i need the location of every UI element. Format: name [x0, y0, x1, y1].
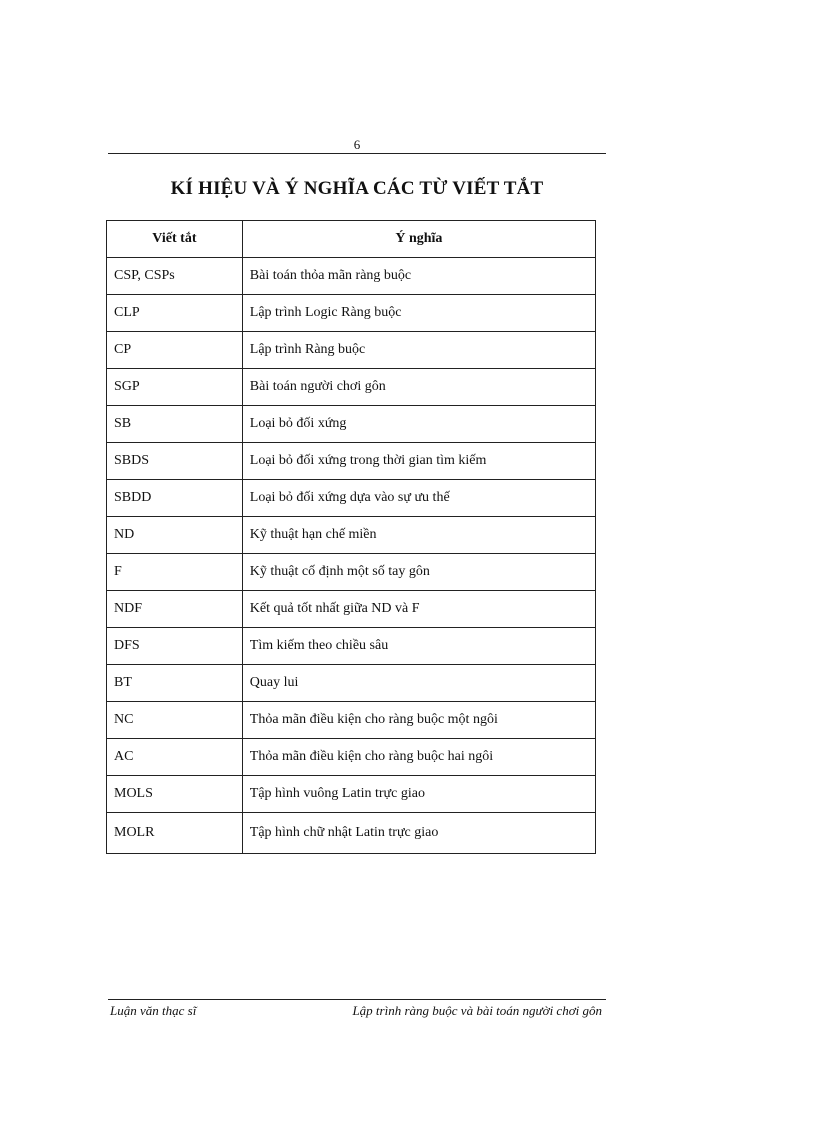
meaning-cell: Tìm kiếm theo chiều sâu: [242, 628, 595, 665]
table-row: [107, 517, 596, 554]
meaning-cell: Bài toán thỏa mãn ràng buộc: [242, 258, 595, 295]
meaning-cell: Loại bỏ đối xứng dựa vào sự ưu thế: [242, 480, 595, 517]
header-abbreviation: Viết tắt: [107, 221, 243, 258]
meaning-cell: Thỏa mãn điều kiện cho ràng buộc hai ngôi: [242, 739, 595, 776]
table-row: [107, 295, 596, 332]
table-row: [107, 369, 596, 406]
abbreviation-cell: DFS: [107, 628, 243, 665]
meaning-cell: Lập trình Logic Ràng buộc: [242, 295, 595, 332]
abbreviation-cell: NC: [107, 702, 243, 739]
table-row: [107, 739, 596, 776]
table-row: [107, 813, 596, 854]
table-header-row: [107, 221, 596, 258]
meaning-cell: Loại bỏ đối xứng: [242, 406, 595, 443]
abbreviation-cell: SB: [107, 406, 243, 443]
meaning-cell: Loại bỏ đối xứng trong thời gian tìm kiếm: [242, 443, 595, 480]
meaning-cell: Tập hình chữ nhật Latin trực giao: [242, 813, 595, 854]
table-row: [107, 591, 596, 628]
table-row: [107, 258, 596, 295]
table-row: [107, 665, 596, 702]
abbreviation-cell: CSP, CSPs: [107, 258, 243, 295]
meaning-cell: Bài toán người chơi gôn: [242, 369, 595, 406]
table-row: [107, 406, 596, 443]
abbreviation-cell: SBDD: [107, 480, 243, 517]
meaning-cell: Kỹ thuật cố định một số tay gôn: [242, 554, 595, 591]
meaning-cell: Kỹ thuật hạn chế miền: [242, 517, 595, 554]
abbreviation-cell: AC: [107, 739, 243, 776]
table-row: [107, 776, 596, 813]
page-number: 6: [353, 137, 361, 152]
abbreviation-cell: BT: [107, 665, 243, 702]
table-row: [107, 554, 596, 591]
abbreviation-cell: F: [107, 554, 243, 591]
abbreviation-cell: CLP: [107, 295, 243, 332]
header-rule: [108, 153, 606, 154]
table-row: [107, 443, 596, 480]
footer-left-text: Luận văn thạc sĩ: [110, 1003, 197, 1018]
abbreviation-cell: SGP: [107, 369, 243, 406]
table-row: [107, 480, 596, 517]
abbreviation-table: [106, 220, 596, 854]
footer-right-text: Lập trình ràng buộc và bài toán người chơi gôn: [352, 1003, 602, 1018]
abbreviation-cell: SBDS: [107, 443, 243, 480]
table-row: [107, 702, 596, 739]
table-body: [107, 258, 596, 854]
abbreviation-cell: NDF: [107, 591, 243, 628]
header-meaning: Ý nghĩa: [242, 221, 595, 258]
abbreviation-cell: CP: [107, 332, 243, 369]
abbreviation-cell: MOLR: [107, 813, 243, 854]
meaning-cell: Lập trình Ràng buộc: [242, 332, 595, 369]
meaning-cell: Quay lui: [242, 665, 595, 702]
page-title: KÍ HIỆU VÀ Ý NGHĨA CÁC TỪ VIẾT TẮT: [170, 178, 544, 199]
table-row: [107, 628, 596, 665]
footer-rule: [108, 999, 606, 1000]
table-row: [107, 332, 596, 369]
abbreviation-cell: ND: [107, 517, 243, 554]
meaning-cell: Kết quả tốt nhất giữa ND và F: [242, 591, 595, 628]
abbreviation-cell: MOLS: [107, 776, 243, 813]
meaning-cell: Tập hình vuông Latin trực giao: [242, 776, 595, 813]
meaning-cell: Thỏa mãn điều kiện cho ràng buộc một ngôi: [242, 702, 595, 739]
